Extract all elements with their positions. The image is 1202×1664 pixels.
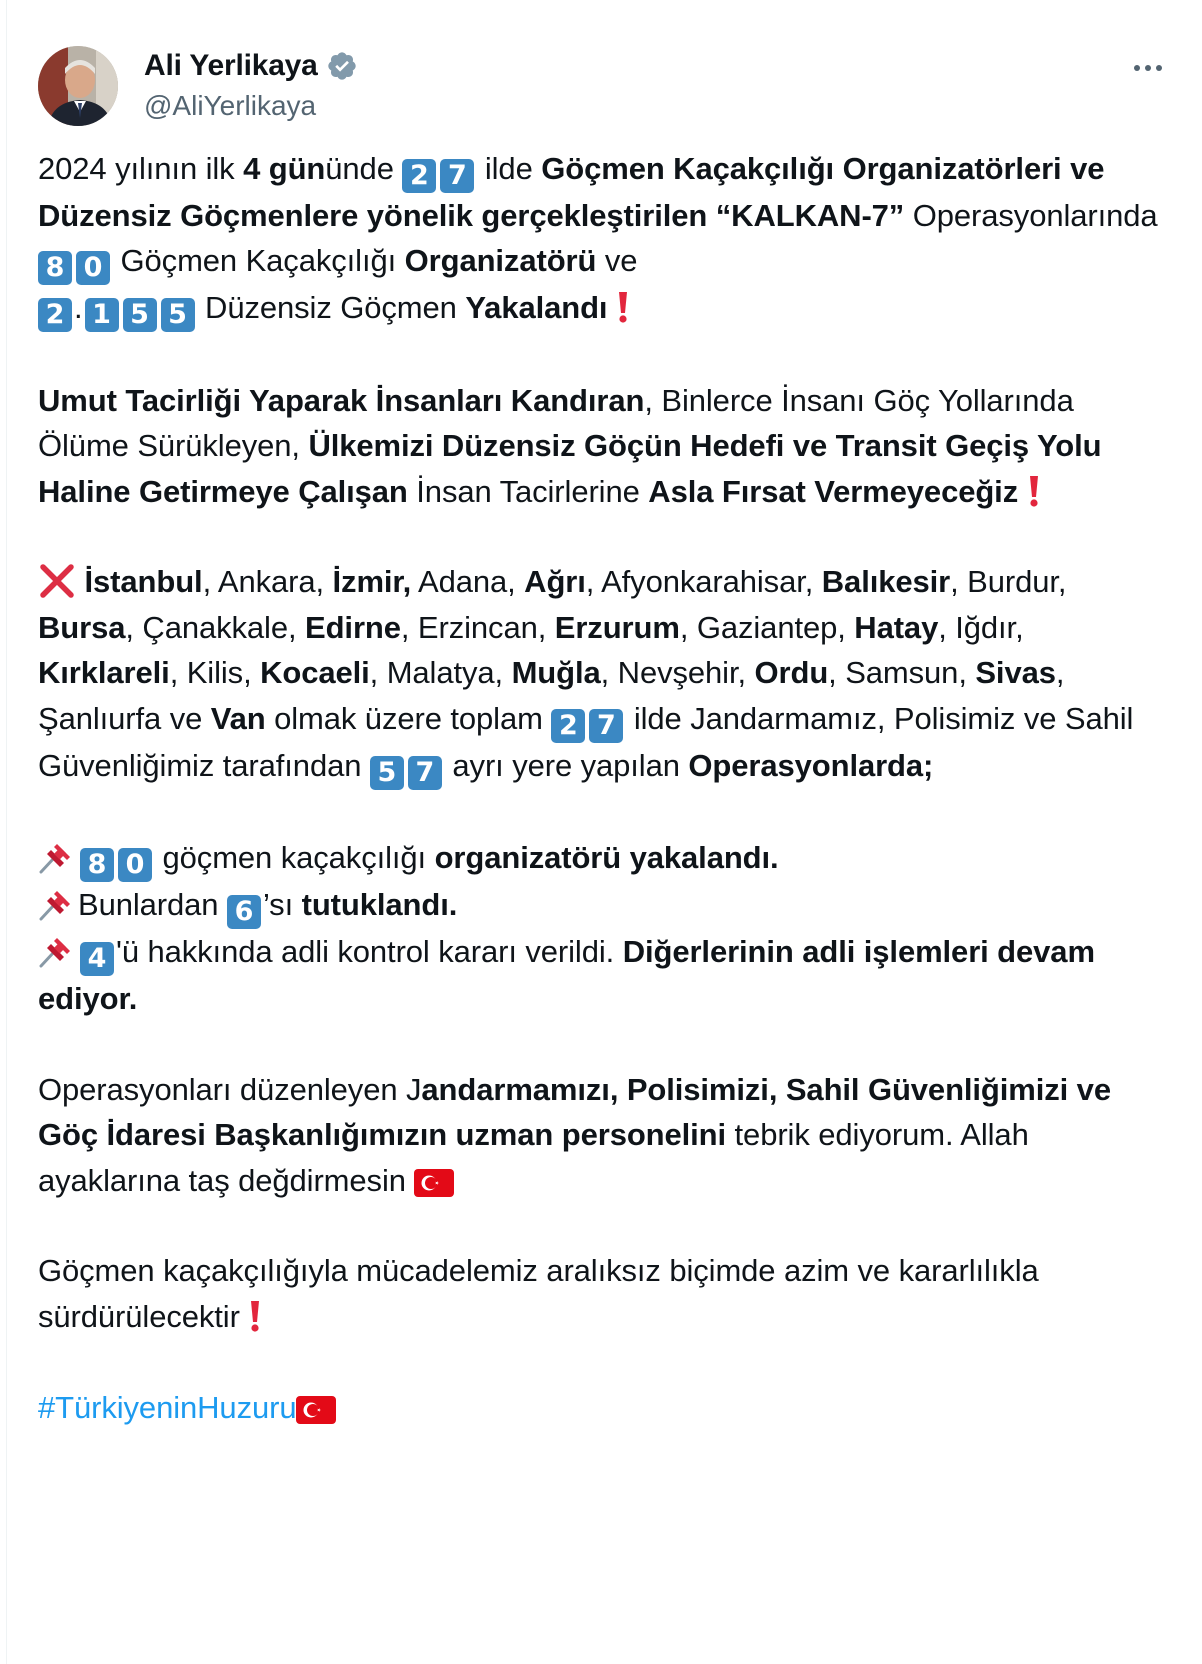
- avatar[interactable]: [38, 46, 118, 126]
- red-exclamation-icon: [248, 1299, 262, 1333]
- tweet-paragraph-5: [38, 1067, 1168, 1203]
- bold-span: Sivas: [975, 655, 1056, 691]
- text-span: , Ankara,: [202, 564, 333, 600]
- text-span: , Afyonkarahisar,: [585, 564, 822, 600]
- red-exclamation-icon: [616, 290, 630, 324]
- tweet-header: [38, 44, 1168, 128]
- keycap-digit: 2: [38, 298, 72, 332]
- author-name-row: [144, 48, 358, 84]
- text-span: , Gaziantep,: [679, 609, 855, 645]
- text-span: , Nevşehir,: [600, 655, 755, 691]
- more-horizontal-icon: [1133, 64, 1163, 72]
- text-span: , Malatya,: [369, 655, 512, 691]
- red-exclamation-icon: [1027, 474, 1041, 508]
- bold-span: Kocaeli: [260, 655, 370, 691]
- text-span: Operasyonları düzenleyen J: [38, 1071, 422, 1107]
- text-span: ’sı: [262, 887, 302, 923]
- bold-span: Operasyonlarda;: [688, 747, 934, 783]
- bold-span: Hatay: [854, 609, 939, 645]
- bold-span: Umut Tacirliği Yaparak İnsanları Kandıran: [38, 382, 645, 418]
- turkey-flag-icon: [414, 1169, 454, 1197]
- text-span: ilde Jandarmamız, Polisimiz ve Sahil Güvenliğimiz tarafından: [38, 700, 1134, 783]
- keycap-digit: 0: [118, 848, 152, 882]
- pushpin-icon: [38, 885, 78, 921]
- author-handle[interactable]: @AliYerlikaya: [144, 90, 317, 121]
- tweet-paragraph-7: [38, 1385, 1168, 1430]
- bold-span: Ordu: [754, 655, 829, 691]
- tweet-paragraph-4: [38, 835, 1168, 1021]
- keycap-digit: 5: [370, 756, 404, 790]
- bold-span: 4 gün: [243, 151, 326, 186]
- turkey-flag-icon: [296, 1396, 336, 1424]
- tweet-paragraph-3: [38, 559, 1168, 789]
- text-span: Göçmen kaçakçılığıyla mücadelemiz aralıksız biçimde azim ve kararlılıkla sürdürülecektir: [38, 1253, 1039, 1334]
- text-span: Adana,: [411, 564, 525, 600]
- bold-span: Kırklareli: [38, 655, 170, 691]
- keycap-digit: 4: [80, 942, 114, 976]
- text-span: Bunlardan: [78, 887, 227, 923]
- more-options-button[interactable]: [1128, 56, 1168, 80]
- keycap-digit: 7: [440, 159, 474, 193]
- text-span: , Şanlıurfa ve: [38, 655, 1065, 736]
- bold-span: Balıkesir: [821, 564, 951, 600]
- bold-span: Diğerlerinin adli işlemleri devam ediyor.: [38, 934, 1095, 1017]
- bold-span: Yakalandı: [465, 290, 608, 326]
- keycap-digit: 0: [76, 251, 110, 285]
- text-span: ve: [596, 243, 638, 279]
- text-span: ünde: [325, 151, 403, 186]
- bold-span: Edirne: [305, 609, 401, 645]
- keycap-digit: 5: [123, 298, 157, 332]
- tweet-paragraph-1: [38, 146, 1168, 332]
- pushpin-icon: [38, 932, 78, 968]
- text-span: İnsan Tacirlerine: [407, 473, 649, 509]
- bold-span: Göçmen Kaçakçılığı Organizatörleri ve Düzensiz Göçmenlere yönelik gerçekleştirilen “KALKAN-7”: [38, 151, 1105, 233]
- bold-span: Van: [210, 700, 266, 736]
- text-span: Göçmen Kaçakçılığı: [112, 243, 405, 279]
- tweet-paragraph-2: [38, 378, 1168, 514]
- bold-span: İstanbul: [84, 564, 203, 600]
- bold-span: Ağrı: [524, 564, 586, 600]
- author-display-name[interactable]: Ali Yerlikaya: [144, 49, 318, 82]
- bold-span: tutuklandı.: [301, 887, 458, 923]
- cross-mark-icon: [38, 564, 76, 598]
- keycap-digit: 7: [589, 709, 623, 743]
- text-span: ayrı yere yapılan: [443, 747, 689, 783]
- tweet-text: [38, 146, 1168, 1430]
- bold-span: Ülkemizi Düzensiz Göçün Hedefi ve Transit Geçiş Yolu Haline Getirmeye Çalışan: [38, 428, 1102, 509]
- pushpin-icon: [38, 838, 78, 874]
- keycap-digit: 8: [38, 251, 72, 285]
- text-span: , Binlerce İnsanı Göç Yollarında Ölüme Sürükleyen,: [38, 382, 1074, 464]
- bold-span: organizatörü yakalandı.: [434, 840, 779, 876]
- keycap-digit: 6: [227, 895, 261, 929]
- bold-span: andarmamızı, Polisimizi, Sahil Güvenliğimizi ve Göç İdaresi Başkanlığımızın uzman personelini: [38, 1071, 1111, 1153]
- text-span: , Kilis,: [169, 655, 261, 691]
- bold-span: Organizatörü: [404, 243, 597, 279]
- text-span: olmak üzere toplam: [265, 700, 552, 736]
- keycap-digit: 2: [402, 159, 436, 193]
- bold-span: Bursa: [38, 609, 126, 645]
- text-span: .: [74, 290, 83, 326]
- text-span: , Samsun,: [828, 655, 976, 691]
- keycap-digit: 5: [161, 298, 195, 332]
- text-span: göçmen kaçakçılığı: [154, 840, 435, 876]
- text-span: Düzensiz Göçmen: [196, 290, 466, 326]
- text-span: Operasyonlarında: [904, 198, 1158, 233]
- keycap-digit: 7: [408, 756, 442, 790]
- text-span: tebrik ediyorum. Allah ayaklarına taş değdirmesin: [38, 1117, 1029, 1198]
- avatar-image: [38, 46, 118, 126]
- text-span: 'ü hakkında adli kontrol kararı verildi.: [116, 934, 623, 970]
- bold-span: İzmir,: [332, 564, 412, 600]
- verified-badge-icon: [326, 50, 358, 82]
- bold-span: Asla Fırsat Vermeyeceğiz: [648, 473, 1019, 509]
- text-span: , Iğdır,: [938, 609, 1024, 645]
- bold-span: Erzurum: [554, 609, 680, 645]
- keycap-digit: 1: [85, 298, 119, 332]
- text-span: , Erzincan,: [400, 609, 555, 645]
- text-span: 2024 yılının ilk: [38, 151, 244, 186]
- keycap-digit: 2: [551, 709, 585, 743]
- timeline-border: [6, 0, 7, 1664]
- tweet-paragraph-6: [38, 1248, 1168, 1339]
- text-span: ilde: [476, 151, 542, 186]
- text-span: , Burdur,: [950, 564, 1067, 600]
- hashtag-link[interactable]: #TürkiyeninHuzuru: [38, 1389, 297, 1425]
- text-span: , Çanakkale,: [125, 609, 306, 645]
- bold-span: Muğla: [511, 655, 601, 691]
- keycap-digit: 8: [80, 848, 114, 882]
